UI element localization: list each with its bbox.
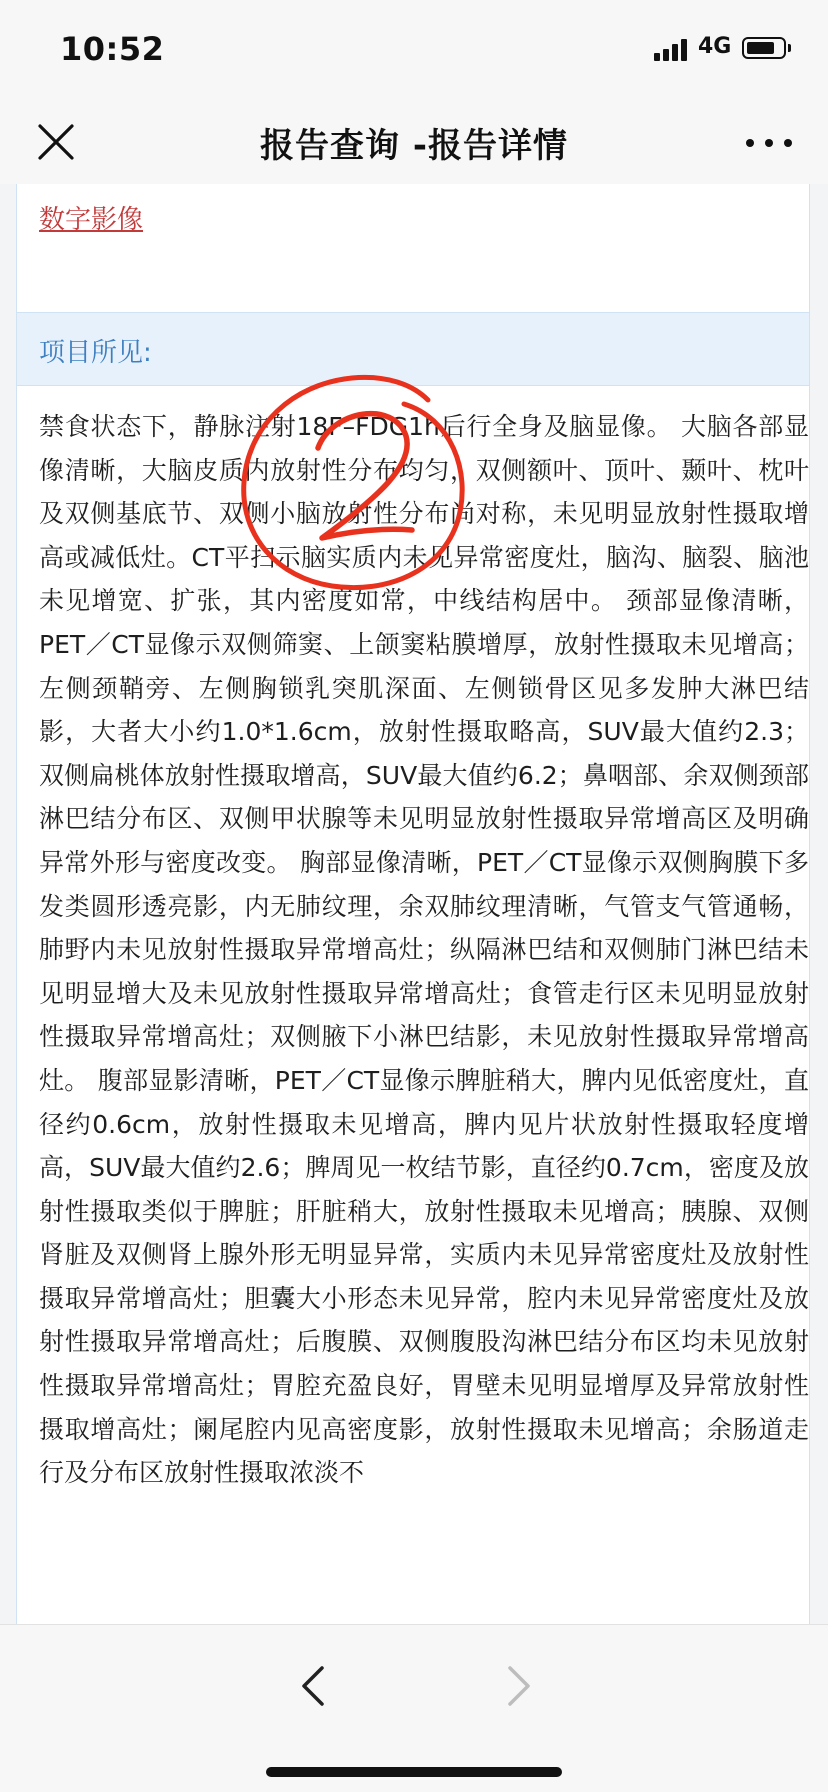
digital-image-link[interactable]: 数字影像	[39, 205, 144, 235]
findings-card	[16, 312, 810, 1624]
network-type: 4G	[698, 34, 732, 59]
more-dots-icon[interactable]	[746, 136, 792, 150]
findings-header	[17, 313, 809, 386]
page-title: 报告查询 -报告详情	[260, 126, 568, 166]
status-bar	[0, 0, 828, 100]
home-indicator	[266, 1767, 562, 1777]
report-content[interactable]	[0, 184, 828, 1624]
chevron-left-icon[interactable]	[296, 1663, 332, 1709]
cellular-signal-icon	[654, 37, 688, 61]
findings-label: 项目所见:	[39, 338, 152, 368]
findings-text: 禁食状态下，静脉注射18F–FDG1h后行全身及脑显像。 大脑各部显像清晰，大脑皮质内放射性分布均匀，双侧额叶、顶叶、颞叶、枕叶及双侧基底节、双侧小脑放射性分布尚对称，未见明显放射性摄取增高或减低灶。CT平扫示脑实质内未见异常密度灶，脑沟、脑裂、脑池未见增宽、扩张，其内密度如常，中线结构居中。 颈部显像清晰，PET／CT显像示双侧筛窦、上颌窦粘膜增厚，放射性摄取未见增高；左侧颈鞘旁、左侧胸锁乳突肌深面、左侧锁骨区见多发肿大淋巴结影，大者大小约1.0*1.6cm，放射性摄取略高，SUV最大值约2.3；双侧扁桃体放射性摄取增高，SUV最大值约6.2；鼻咽部、余双侧颈部淋巴结分布区、双侧甲状腺等未见明显放射性摄取异常增高区及明确异常外形与密度改变。 胸部显像清晰，PET／CT显像示双侧胸膜下多发类圆形透亮影，内无肺纹理，余双肺纹理清晰，气管支气管通畅，肺野内未见放射性摄取异常增高灶；纵隔淋巴结和双侧肺门淋巴结未见明显增大及未见放射性摄取异常增高灶；食管走行区未见明显放射性摄取异常增高灶；双侧腋下小淋巴结影，未见放射性摄取异常增高灶。 腹部显影清晰，PET／CT显像示脾脏稍大，脾内见低密度灶，直径约0.6cm，放射性摄取未见增高，脾内见片状放射性摄取轻度增高，SUV最大值约2.6；脾周见一枚结节影，直径约0.7cm，密度及放射性摄取类似于脾脏；肝脏稍大，放射性摄取未见增高；胰腺、双侧肾脏及双侧肾上腺外形无明显异常，实质内未见异常密度灶及放射性摄取异常增高灶；胆囊大小形态未见异常，腔内未见异常密度灶及放射性摄取异常增高灶；后腹膜、双侧腹股沟淋巴结分布区均未见放射性摄取异常增高灶；胃腔充盈良好，胃壁未见明显增厚及异常放射性摄取增高灶；阑尾腔内见高密度影，放射性摄取未见增高；余肠道走行及分布区放射性摄取浓淡不	[39, 412, 809, 1488]
bottom-toolbar	[0, 1624, 828, 1792]
status-time: 10:52	[60, 30, 165, 68]
battery-icon	[742, 37, 786, 59]
navigation-bar	[0, 100, 828, 184]
chevron-right-icon[interactable]	[500, 1663, 536, 1709]
battery-tip	[788, 44, 791, 52]
